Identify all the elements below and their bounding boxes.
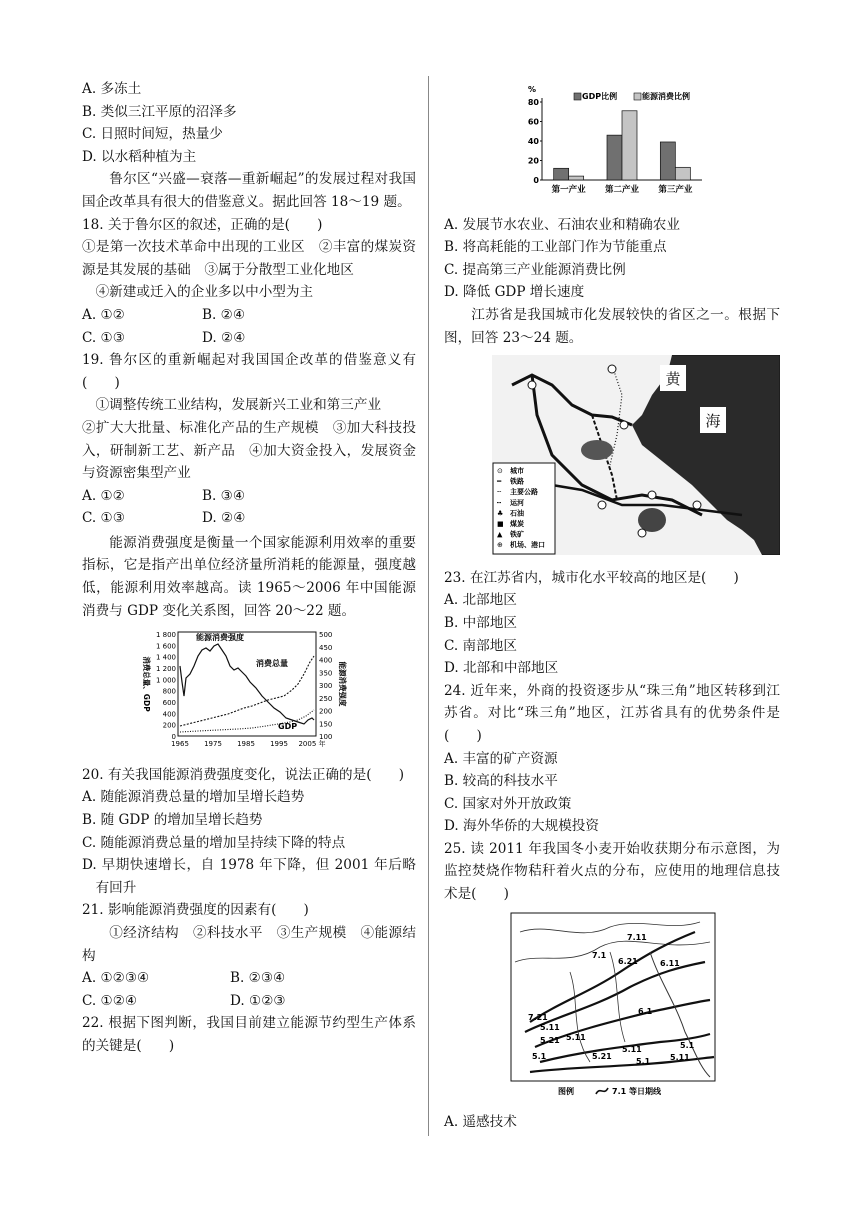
x-tick-label: 1975 (204, 740, 222, 749)
q25-option-a[interactable]: A. 遥感技术 (444, 1114, 517, 1131)
bar-y-tick: 0 (533, 176, 539, 185)
q24-option-d[interactable]: D. 海外华侨的大规模投资 (444, 818, 599, 835)
isoline-label: 5.11 (670, 1052, 690, 1062)
q20-option-c[interactable]: C. 随能源消费总量的增加呈持续下降的特点 (82, 834, 346, 851)
q23-option-b[interactable]: B. 中部地区 (444, 614, 518, 631)
q19-option-a[interactable]: A. ①② (82, 487, 125, 504)
q23-option-a[interactable]: A. 北部地区 (444, 592, 517, 609)
q19-stem: 19. 鲁尔区的重新崛起对我国国企改革的借鉴意义有( ) (82, 352, 416, 391)
bar-gdp (554, 168, 569, 180)
city-marker (620, 421, 628, 429)
isoline-label: 7.1 (592, 950, 607, 960)
q22-option-d[interactable]: D. 降低 GDP 增长速度 (444, 284, 585, 301)
y1-axis-label: 消费总量、GDP (142, 656, 151, 712)
bar-energy (569, 176, 584, 180)
legend-label: 铁矿 (510, 530, 524, 539)
isoline-label: 5.1 (636, 1056, 651, 1066)
q20-option-d[interactable]: D. 早期快速增长，自 1978 年下降，但 2001 年后略有回升 (82, 857, 416, 896)
wheat-harvest-map (510, 912, 780, 1108)
q17-option-b[interactable]: B. 类似三江平原的沼泽多 (82, 103, 237, 120)
isoline-label: 7.11 (627, 932, 647, 942)
y1-tick-label: 1 800 (155, 631, 176, 640)
legend-label: 主要公路 (510, 488, 538, 497)
isoline-label: 5.11 (540, 1022, 560, 1032)
isoline-label: 6.11 (660, 958, 680, 968)
q23-option-c[interactable]: C. 南部地区 (444, 637, 517, 654)
legend-symbol: ▲ (497, 530, 503, 539)
y2-tick-label: 350 (319, 669, 333, 678)
q17-option-a[interactable]: A. 多冻土 (82, 81, 142, 97)
bar-legend (574, 91, 690, 101)
q19-options-row2 (82, 507, 416, 530)
q25-stem: 25. 读 2011 年我国冬小麦开始收获期分布示意图，为监控焚烧作物秸秆着火点的分布，应使用的地理信息技术是( ) (444, 840, 780, 903)
industry-bar-chart (520, 84, 780, 210)
q20-option-a[interactable]: A. 随能源消费总量的增加呈增长趋势 (82, 789, 305, 806)
y-unit-label: % (528, 85, 537, 94)
intensity-line (180, 644, 314, 724)
city-marker (608, 365, 616, 373)
y2-tick-label: 100 (319, 733, 333, 742)
bar-energy (622, 111, 637, 180)
y1-tick-label: 800 (162, 687, 176, 696)
q23-option-d[interactable]: D. 北部和中部地区 (444, 660, 559, 677)
bar-gdp (607, 135, 622, 180)
q19-option-b[interactable]: B. ③④ (202, 487, 246, 504)
legend-label: 石油 (510, 509, 524, 518)
legend-swatch-energy (634, 93, 641, 100)
q22-option-b[interactable]: B. 将高耗能的工业部门作为节能重点 (444, 239, 667, 256)
right-column (444, 84, 780, 1134)
q19-option-d[interactable]: D. ②④ (202, 510, 246, 527)
x-tick-label: 1965 (171, 740, 189, 749)
city-marker (638, 529, 646, 537)
legend-energy: 能源消费比例 (642, 92, 690, 101)
x-tick-label: 1985 (237, 740, 255, 749)
isoline-label: 5.21 (540, 1035, 560, 1045)
bar-y-tick: 80 (527, 98, 539, 107)
isoline-label: 5.21 (592, 1051, 612, 1061)
q17-option-d[interactable]: D. 以水稻种植为主 (82, 148, 197, 165)
q18-stem: 18. 关于鲁尔区的叙述，正确的是( ) (82, 216, 323, 233)
q19-statements-2: ②扩大大批量、标准化产品的生产规模 ③加大科技投入，研制新工艺、新产品 ④加大资金投入，发展资金与资源密集型产业 (82, 419, 416, 482)
q18-option-a[interactable]: A. ①② (82, 306, 125, 323)
q17-option-c[interactable]: C. 日照时间短，热量少 (82, 126, 223, 143)
wheat-map-svg (510, 912, 716, 1100)
legend-label: 铁路 (510, 477, 524, 486)
y1-tick-label: 200 (162, 721, 176, 730)
bar-y-ticks (528, 98, 542, 185)
q18-option-b[interactable]: B. ②④ (202, 306, 246, 323)
legend-label: 运河 (510, 498, 524, 507)
city-marker (648, 491, 656, 499)
sea-label-sea: 海 (705, 412, 721, 431)
q18-statements-2: ④新建或迁入的企业多以中小型为主 (95, 284, 314, 301)
taihu-lake (638, 508, 666, 532)
q24-stem: 24. 近年来，外商的投资逐步从“珠三角”地区转移到江苏省。对比“珠三角”地区，江苏省具有的优势条件是( ) (444, 682, 780, 744)
isoline-label: 6.1 (638, 1006, 653, 1016)
q18-options-row1 (82, 304, 416, 327)
q22-stem: 22. 根据下图判断，我国目前建立能源节约型生产体系的关键是( ) (82, 1015, 416, 1054)
q22-option-a[interactable]: A. 发展节水农业、石油农业和精确农业 (444, 216, 680, 233)
x-tick-label: 2005 年 (298, 740, 326, 749)
q24-option-c[interactable]: C. 国家对外开放政策 (444, 795, 572, 812)
isoline-label: 6.21 (618, 956, 638, 966)
bar-category-label: 第三产业 (658, 185, 693, 195)
legend-symbol: ╌ (497, 488, 502, 497)
jiangsu-intro: 江苏省是我国城市化发展较快的省区之一。根据下图，回答 23～24 题。 (444, 306, 780, 346)
isoline-label: 5.11 (622, 1044, 642, 1054)
bar-y-tick: 40 (527, 137, 539, 146)
q19-option-c[interactable]: C. ①③ (82, 510, 125, 527)
x-ticks (171, 739, 325, 748)
bar-gdp (660, 142, 675, 180)
q21-options-row1 (82, 967, 416, 990)
q21-option-c[interactable]: C. ①②④ (82, 992, 138, 1009)
q21-options-row2 (82, 990, 416, 1013)
q18-option-d[interactable]: D. ②④ (202, 329, 246, 346)
y2-tick-label: 500 (319, 631, 333, 640)
isoline-label: 5.11 (566, 1032, 586, 1042)
bar-chart-svg (520, 84, 710, 202)
y2-ticks (319, 631, 332, 741)
q18-option-c[interactable]: C. ①③ (82, 329, 125, 346)
city-marker (528, 381, 536, 389)
bar-category-label: 第一产业 (551, 185, 586, 195)
y2-tick-label: 300 (319, 682, 333, 691)
left-column (82, 78, 416, 1058)
y1-tick-label: 0 (171, 733, 176, 742)
q24-option-a[interactable]: A. 丰富的矿产资源 (444, 750, 558, 767)
lake (581, 440, 613, 460)
bar-category-label: 第二产业 (604, 185, 640, 195)
q24-option-b[interactable]: B. 较高的科技水平 (444, 773, 558, 790)
legend-symbol: ⊕ (497, 541, 503, 550)
y2-tick-label: 400 (319, 656, 333, 665)
y1-tick-label: 1 600 (155, 642, 176, 651)
legend-isoline-sample (596, 1088, 608, 1094)
sea-label-yellow: 黄 (665, 370, 681, 389)
jiangsu-map (492, 355, 780, 563)
y1-tick-label: 1 400 (155, 653, 176, 662)
wheat-legend-title: 图例 (558, 1086, 574, 1096)
energy-gdp-chart-svg (138, 626, 348, 752)
isoline-label: 5.1 (680, 1040, 695, 1050)
city-marker (598, 501, 606, 509)
legend-gdp: GDP比例 (582, 92, 618, 101)
city-marker (693, 501, 701, 509)
q23-stem: 23. 在江苏省内，城市化水平较高的地区是( ) (444, 569, 739, 586)
q21-statements: ①经济结构 ②科技水平 ③生产规模 ④能源结构 (82, 925, 416, 964)
jiangsu-map-svg (492, 355, 780, 555)
bar-marks (554, 111, 691, 180)
isoline-label: 7.21 (528, 1012, 548, 1022)
energy-gdp-line-chart (138, 626, 416, 760)
q19-statements-1: ①调整传统工业结构，发展新兴工业和第三产业 (95, 397, 382, 414)
chart-frame (178, 632, 316, 736)
legend-symbol: ⊙ (497, 467, 503, 476)
consumption-label: 消费总量 (256, 659, 288, 669)
column-divider (428, 76, 429, 1136)
q20-option-b[interactable]: B. 随 GDP 的增加呈增长趋势 (82, 812, 263, 829)
isoline-label: 5.1 (532, 1051, 547, 1061)
gdp-label: GDP (278, 722, 298, 732)
y2-tick-label: 200 (319, 707, 333, 716)
q18-options-row2 (82, 327, 416, 350)
y1-tick-label: 1 200 (155, 665, 176, 674)
y2-axis-label: 能源消费强度 (338, 661, 347, 707)
energy-intro: 能源消费强度是衡量一个国家能源利用效率的重要指标，它是指产出单位经济量所消耗的能源量，强度越低，能源利用效率越高。读 1965～2006 年中国能源消费与 GDP 变化关系图，回答 20～22 题。 (82, 534, 416, 619)
y2-tick-label: 450 (319, 644, 333, 652)
y2-tick-label: 150 (319, 720, 333, 729)
legend-label: 机场、港口 (510, 541, 545, 550)
q22-option-c[interactable]: C. 提高第三产业能源消费比例 (444, 261, 626, 278)
legend-label: 城市 (510, 467, 524, 476)
bar-y-tick: 20 (527, 156, 539, 166)
q19-options-row1 (82, 485, 416, 508)
legend-label: 煤炭 (510, 520, 524, 529)
intensity-label: 能源消费强度 (196, 633, 244, 643)
consumption-line (180, 656, 314, 726)
q21-option-d[interactable]: D. ①②③ (230, 992, 286, 1009)
y1-tick-label: 600 (162, 699, 176, 708)
bar-categories (552, 184, 693, 195)
y1-tick-label: 1 000 (155, 676, 176, 685)
legend-symbol: ♣ (497, 509, 504, 518)
bar-energy (675, 167, 690, 180)
wheat-legend-item: 7.1 等日期线 (612, 1086, 661, 1096)
q20-stem: 20. 有关我国能源消费强度变化，说法正确的是( ) (82, 766, 405, 783)
bar-y-tick: 60 (527, 117, 539, 127)
legend-symbol: ┅ (497, 498, 502, 507)
ruhr-intro: 鲁尔区“兴盛—衰落—重新崛起”的发展过程对我国国企改革具有很大的借鉴意义。据此回答 18～19 题。 (82, 171, 416, 210)
q18-statements-1: ①是第一次技术革命中出现的工业区 ②丰富的煤炭资源是其发展的基础 ③属于分散型工业化地区 (82, 239, 416, 278)
q21-option-a[interactable]: A. ①②③④ (82, 970, 150, 987)
legend-symbol: ■ (497, 520, 504, 529)
legend-symbol: ━ (497, 477, 502, 486)
y2-tick-label: 250 (319, 695, 333, 703)
x-tick-label: 1995 (270, 740, 288, 749)
legend-swatch-gdp (574, 93, 581, 100)
y1-ticks (156, 631, 176, 741)
q21-option-b[interactable]: B. ②③④ (230, 970, 286, 987)
y1-tick-label: 400 (162, 710, 176, 719)
q21-stem: 21. 影响能源消费强度的因素有( ) (82, 902, 309, 919)
